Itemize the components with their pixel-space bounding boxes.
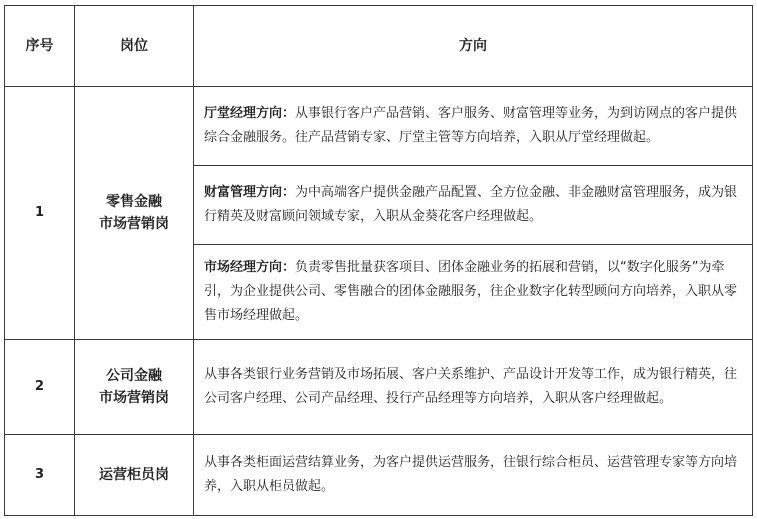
position-line: 公司金融 [106,368,162,384]
table-row [5,435,753,516]
direction-label: 财富管理方向： [204,185,296,200]
direction-text: 为中高端客户提供金融产品配置、全方位金融、非金融财富管理服务，成为银行精英及财富顾问领域专家，入职从金葵花客户经理做起。 [204,185,738,224]
header-row [5,6,753,87]
direction-cell [194,87,753,166]
header-position: 岗位 [75,6,194,87]
header-seq: 序号 [5,6,75,87]
direction-cell: 从事各类银行业务营销及市场拓展、客户关系维护、产品设计开发等工作，成为银行精英，往公司客户经理、公司产品经理、投行产品经理等方向培养，入职从客户经理做起。 [194,340,753,435]
row-position [75,87,194,340]
positions-table [4,5,753,516]
row-seq: 2 [5,340,75,435]
direction-text: 从事银行客户产品营销、客户服务、财富管理等业务，为到访网点的客户提供综合金融服务。往产品营销专家、厅堂主管等方向培养，入职从厅堂经理做起。 [204,106,738,145]
direction-cell: 从事各类柜面运营结算业务，为客户提供运营服务，往银行综合柜员、运营管理专家等方向培养，入职从柜员做起。 [194,435,753,516]
row-seq: 3 [5,435,75,516]
direction-label: 市场经理方向： [204,260,296,275]
position-line: 市场营销岗 [99,216,169,232]
direction-label: 厅堂经理方向： [204,106,296,121]
row-position [75,340,194,435]
position-line: 市场营销岗 [99,390,169,406]
table-row [5,87,753,166]
table-row [5,340,753,435]
direction-cell [194,166,753,245]
header-direction: 方向 [194,6,753,87]
row-seq: 1 [5,87,75,340]
direction-text: 负责零售批量获客项目、团体金融业务的拓展和营销，以“数字化服务”为牵引，为企业提供公司、零售融合的团体金融服务，往企业数字化转型顾问方向培养，入职从零售市场经理做起。 [204,260,738,323]
position-line: 零售金融 [106,194,162,210]
direction-cell [194,245,753,340]
row-position: 运营柜员岗 [75,435,194,516]
